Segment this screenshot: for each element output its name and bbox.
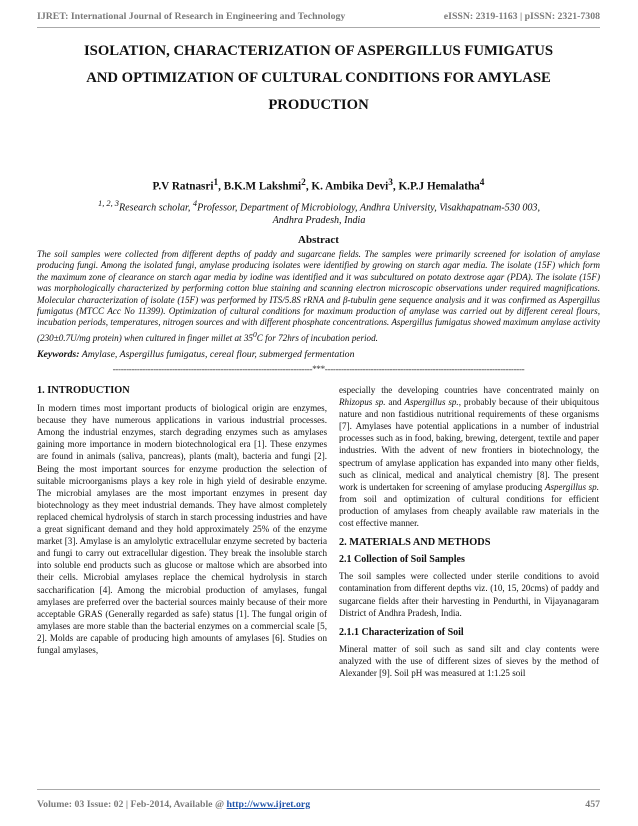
title-line-3: PRODUCTION [268, 97, 369, 113]
aspergillus-term: Aspergillus sp., [404, 397, 461, 408]
running-footer [37, 799, 600, 810]
running-header [37, 11, 600, 22]
page-number: 457 [585, 799, 600, 810]
affil-sup-2: 4 [192, 199, 198, 208]
author-1-sup: 1 [213, 178, 219, 188]
aspergillus-term-2: Aspergillus sp. [544, 481, 599, 492]
right-column [339, 384, 599, 687]
author-3-sup: 3 [388, 178, 393, 188]
affil-part-2: Professor, Department of Microbiology, Andhra University, Visakhapatnam-530 003, [197, 202, 541, 214]
keywords [37, 349, 600, 360]
footer-rule [37, 789, 600, 790]
affil-sup-1: 1, 2, 3 [97, 199, 119, 208]
title-line-2: AND OPTIMIZATION OF CULTURAL CONDITIONS FOR AMYLASE [86, 70, 551, 86]
author-4-sup: 4 [479, 178, 485, 188]
collection-paragraph: The soil samples were collected under sterile conditions to avoid contamination from different depths viz. (10, 15, 20cms) of paddy and sugarcane fields after their harvesting in Pendurthi, in Vijayanagaram District of Andhra Pradesh, India. [339, 571, 599, 618]
abstract-body [37, 249, 600, 344]
methods-heading: 2. MATERIALS AND METHODS [339, 537, 491, 549]
intro-cont-text-c: probably because of their ubiquitous nature and non fastidious nutritional requirements of these organisms [7]. Amylases have potential applications in a number of industrial processes such as in food, baking, brewing, detergent, textile and paper industries. With the advent of new frontiers in biotechnology, the spectrum of amylase application has expanded into many other fields, such as clinical, medical and analytical chemistry [8]. The present work is undertaken for screening of amylase producing [339, 397, 599, 492]
intro-heading: 1. INTRODUCTION [37, 385, 130, 396]
author-list: P.V Ratnasri$^1$, B.K.M Lakshmi$^2$, K. Ambika Devi$^3$, K.P.J Hemalatha$^4$ [152, 178, 485, 193]
degree-sup: 0 [252, 329, 257, 339]
paper-title [37, 38, 600, 119]
keywords-label: Keywords: [37, 349, 80, 360]
journal-name: IJRET: International Journal of Research in Engineering and Technology [37, 11, 346, 22]
abstract-text-2: C for 72hrs of incubation period. [256, 332, 378, 343]
affiliation [60, 197, 578, 227]
intro-cont-text-d: from soil and optimization of cultural conditions for efficient production of amylases from cheaply available raw materials in the cost effective manner. [339, 493, 599, 529]
abstract-text-1: The soil samples were collected from different depths of paddy and sugarcane fields. The samples were primarily screened for isolation of amylase producing fungi. Among the isolated fungi, amylase producing isolates were identified by growing on starch agar media. The isolate (15F) which form the maximum zone of clearance on starch agar media by iodine was identified and it was subcultured on potato dextrose agar (PDA). The isolate (15F) was morphologically characterized by performing cotton blue staining and scanning electron microscopic observations under required magnifications. Molecular characterization of isolate (15F) was performed by ITS/5.8S rRNA and β-tubulin gene sequence analysis and it was confirmed as Aspergillus fumigatus (MTCC Acc No 11399). Optimization of cultural conditions for maximum production of amylase was carried out by different cereal flours, incubation periods, temperatures, nitrogen sources and with different phosphate concentrations. Aspergillus fumigatus showed maximum amylase activity (230±0.7U/mg protein) when cultured in finger millet at 35 [37, 249, 600, 343]
collection-heading: 2.1 Collection of Soil Samples [339, 554, 465, 566]
abstract-heading: Abstract [298, 234, 339, 246]
title-line-1: ISOLATION, CHARACTERIZATION OF ASPERGILLUS FUMIGATUS [83, 43, 554, 59]
affil-line-2: Andhra Pradesh, India [272, 215, 366, 227]
issn: eISSN: 2319-1163 | pISSN: 2321-7308 [443, 11, 600, 22]
section-separator: --------------------------------------------------------------------------***-------------------------------------------------------------------------- [112, 364, 525, 374]
intro-paragraph: In modern times most important products of biological origin are enzymes, because they have numerous applications in various industrial processes. Among the industrial enzymes, starch degrading enzymes such as amylases gaining more importance in modern biotechnological era [1]. These enzymes are found in animals (saliva, pancreas), plants (malt), bacteria and fungi [2]. Being the most important sources for enzyme production the selection of suitable microorganisms plays a key role in high yield of desirable enzyme. The microbial amylases are the most important enzymes in present day biotechnology as they meet industrial demands. They have almost completely replaced chemical hydrolysis of starch in starch processing industries and have a great significant demand and they hold approximately 25% of the enzyme market [3]. Amylase is an amylolytic extracellular enzyme secreted by bacteria and fungi to carry out extracellular digestion. They break the insoluble starch into soluble end products such as glucose or maltose which are absorbed into their cells. Microbial amylases replace the chemical hydrolysis in starch saccharification [4]. Among the microbial production of amylases, fungal amylases are preferred over the bacterial sources mainly because of their more acceptable GRAS (Generally regarded as safe) status [1]. The fungal origin of amylases are more stable than the bacterial enzymes on a commercial scale [5, 2]. Molds are capable of producing high amounts of amylases [6]. Studies on fungal amylases, [37, 403, 327, 655]
intro-continued [339, 384, 599, 529]
affil-part-1: Research scholar, [119, 202, 193, 214]
journal-link[interactable]: http://www.ijret.org [226, 799, 311, 810]
footer-info [37, 799, 310, 810]
header-rule [37, 27, 600, 28]
soil-char-heading: 2.1.1 Characterization of Soil [339, 626, 464, 638]
intro-cont-text-a: especially the developing countries have concentrated mainly on [339, 385, 599, 395]
author-4: K.P.J Hemalatha [398, 180, 480, 193]
rhizopus-term: Rhizopus sp. [339, 397, 386, 408]
author-1: P.V Ratnasri [152, 180, 214, 193]
author-2-sup: 2 [301, 178, 306, 188]
intro-cont-text-b: and [385, 397, 405, 408]
footer-volume: Volume: 03 Issue: 02 | Feb-2014, Available @ [37, 799, 227, 810]
author-3: K. Ambika Devi [311, 180, 389, 193]
left-column [37, 385, 327, 664]
keywords-text: Amylase, Aspergillus fumigatus, cereal flour, submerged fermentation [79, 349, 355, 360]
author-2: B.K.M Lakshmi [223, 180, 302, 193]
soil-char-paragraph: Mineral matter of soil such as sand silt and clay contents were analyzed with the use of different sizes of sieves by the method of Alexander [9]. Soil pH was measured at 1:1.25 soil [339, 643, 599, 678]
